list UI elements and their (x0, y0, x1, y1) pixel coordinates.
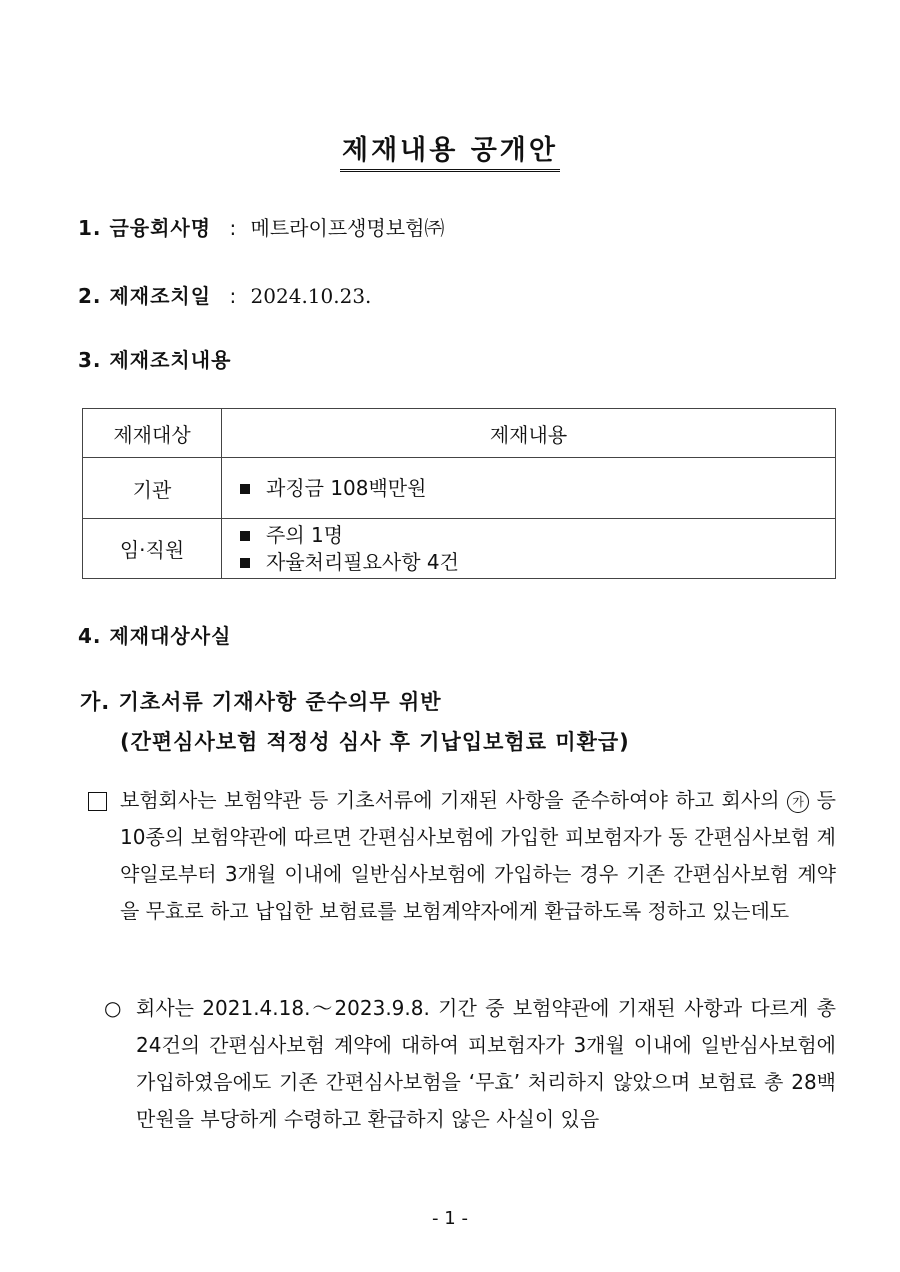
paragraph-text-part: 등 10종의 보험약관에 따르면 간편심사보험에 가입한 피보험자가 동 간편심사보험 계약일로부터 3개월 이내에 일반심사보험에 가입하는 경우 기존 간편심사보험 계약을 무효로 하고 납입한 보험료를 보험계약자에게 환급하도록 정하고 있는데도 (120, 788, 836, 923)
paragraph-rule (88, 782, 836, 930)
section-company-name (78, 212, 444, 241)
paragraph-text: 회사는 2021.4.18.～2023.9.8. 기간 중 보험약관에 기재된 사항과 다르게 총 24건의 간편심사보험 계약에 대하여 피보험자가 3개월 이내에 일반심사보험에 가입하였음에도 기존 간편심사보험을 ‘무효’ 처리하지 않았으며 보험료 총 28백만원을 부당하게 수령하고 환급하지 않은 사실이 있음 (136, 996, 836, 1131)
square-bullet-icon (240, 558, 250, 568)
subsection-title: 가. 기초서류 기재사항 준수의무 위반 (80, 690, 442, 714)
circle-bullet-icon: ○ (104, 996, 122, 1020)
table-row (83, 519, 836, 579)
document-title-text: 제재내용 공개안 (340, 128, 560, 172)
section-label: 3. 제재조치내용 (78, 348, 232, 372)
row-target: 기관 (83, 458, 222, 519)
circled-ga-icon: 가 (787, 791, 809, 813)
section-label: 1. 금융회사명 (78, 216, 212, 240)
square-bullet-icon (240, 531, 250, 541)
item-text: 과징금 108백만원 (266, 475, 427, 500)
checkbox-marker-icon (88, 782, 107, 819)
separator: : (229, 284, 237, 308)
paragraph-text (120, 782, 836, 930)
table-header-row (83, 409, 836, 458)
list-item (240, 549, 835, 576)
list-item (240, 522, 835, 549)
page-number: - 1 - (432, 1208, 468, 1229)
row-target: 임·직원 (83, 519, 222, 579)
section-action-content (78, 344, 231, 373)
square-bullet-icon (240, 484, 250, 494)
header-target: 제재대상 (83, 409, 222, 458)
company-name-value: 메트라이프생명보험㈜ (250, 216, 445, 240)
list-item (240, 475, 835, 502)
row-content (222, 458, 836, 519)
item-text: 자율처리필요사항 4건 (266, 549, 459, 574)
subsection-subtitle: (간편심사보험 적정성 심사 후 기납입보험료 미환급) (120, 730, 630, 754)
action-date-value: 2024.10.23. (250, 284, 372, 308)
document-title (0, 128, 900, 172)
paragraph-fact (104, 990, 836, 1138)
section-facts (78, 620, 231, 649)
subsection-heading (80, 682, 630, 762)
table-row (83, 458, 836, 519)
section-label: 4. 제재대상사실 (78, 624, 232, 648)
row-content (222, 519, 836, 579)
paragraph-text-part: 보험회사는 보험약관 등 기초서류에 기재된 사항을 준수하여야 하고 회사의 (120, 788, 788, 812)
sanction-table (82, 408, 836, 579)
item-text: 주의 1명 (266, 522, 344, 547)
section-action-date (78, 280, 371, 309)
section-label: 2. 제재조치일 (78, 284, 212, 308)
separator: : (229, 216, 237, 240)
header-content: 제재내용 (222, 409, 836, 458)
